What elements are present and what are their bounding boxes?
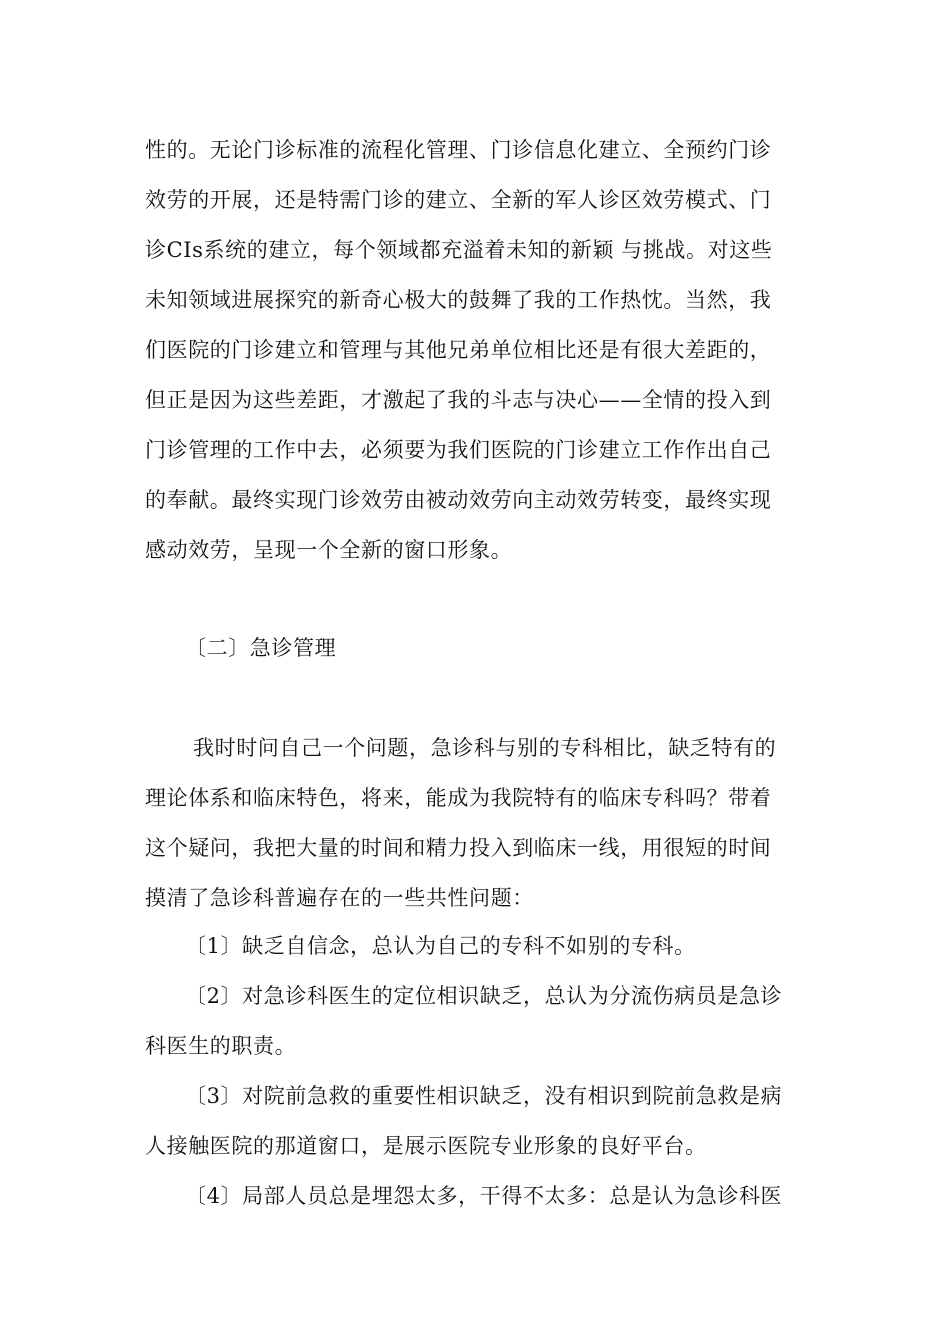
paragraph-line: 们医院的门诊建立和管理与其他兄弟单位相比还是有很大差距的， xyxy=(145,338,772,362)
paragraph-line: 性的。无论门诊标准的流程化管理、门诊信息化建立、全预约门诊 xyxy=(145,138,772,162)
paragraph-line: 这个疑问，我把大量的时间和精力投入到临床一线，用很短的时间 xyxy=(145,836,772,860)
list-item: 〔1〕缺乏自信念，总认为自己的专科不如别的专科。 xyxy=(185,934,696,958)
paragraph-line: 的奉献。最终实现门诊效劳由被动效劳向主动效劳转变，最终实现 xyxy=(145,488,772,512)
list-item: 〔2〕对急诊科医生的定位相识缺乏，总认为分流伤病员是急诊 xyxy=(185,984,783,1008)
list-item-continuation: 科医生的职责。 xyxy=(145,1034,297,1058)
paragraph-line: 理论体系和临床特色，将来，能成为我院特有的临床专科吗？带着 xyxy=(145,786,772,810)
paragraph-line: 摸清了急诊科普遍存在的一些共性问题： xyxy=(145,886,534,910)
paragraph-line: 门诊管理的工作中去，必须要为我们医院的门诊建立工作作出自己 xyxy=(145,438,772,462)
paragraph-line: 效劳的开展，还是特需门诊的建立、全新的军人诊区效劳模式、门 xyxy=(145,188,772,212)
list-item: 〔4〕局部人员总是埋怨太多，干得不太多：总是认为急诊科医 xyxy=(185,1184,783,1208)
list-item-continuation: 人接触医院的那道窗口，是展示医院专业形象的良好平台。 xyxy=(145,1134,707,1158)
paragraph-line: 但正是因为这些差距，才激起了我的斗志与决心——全情的投入到 xyxy=(145,388,772,412)
paragraph-line: 感动效劳，呈现一个全新的窗口形象。 xyxy=(145,538,513,562)
paragraph-line: 我时时问自己一个问题，急诊科与别的专科相比，缺乏特有的 xyxy=(193,736,777,760)
section-heading: 〔二〕急诊管理 xyxy=(185,636,337,660)
paragraph-line: 诊CIs系统的建立，每个领域都充溢着未知的新颖 与挑战。对这些 xyxy=(145,238,773,262)
list-item: 〔3〕对院前急救的重要性相识缺乏，没有相识到院前急救是病 xyxy=(185,1084,783,1108)
paragraph-line: 未知领域进展探究的新奇心极大的鼓舞了我的工作热忱。当然，我 xyxy=(145,288,772,312)
